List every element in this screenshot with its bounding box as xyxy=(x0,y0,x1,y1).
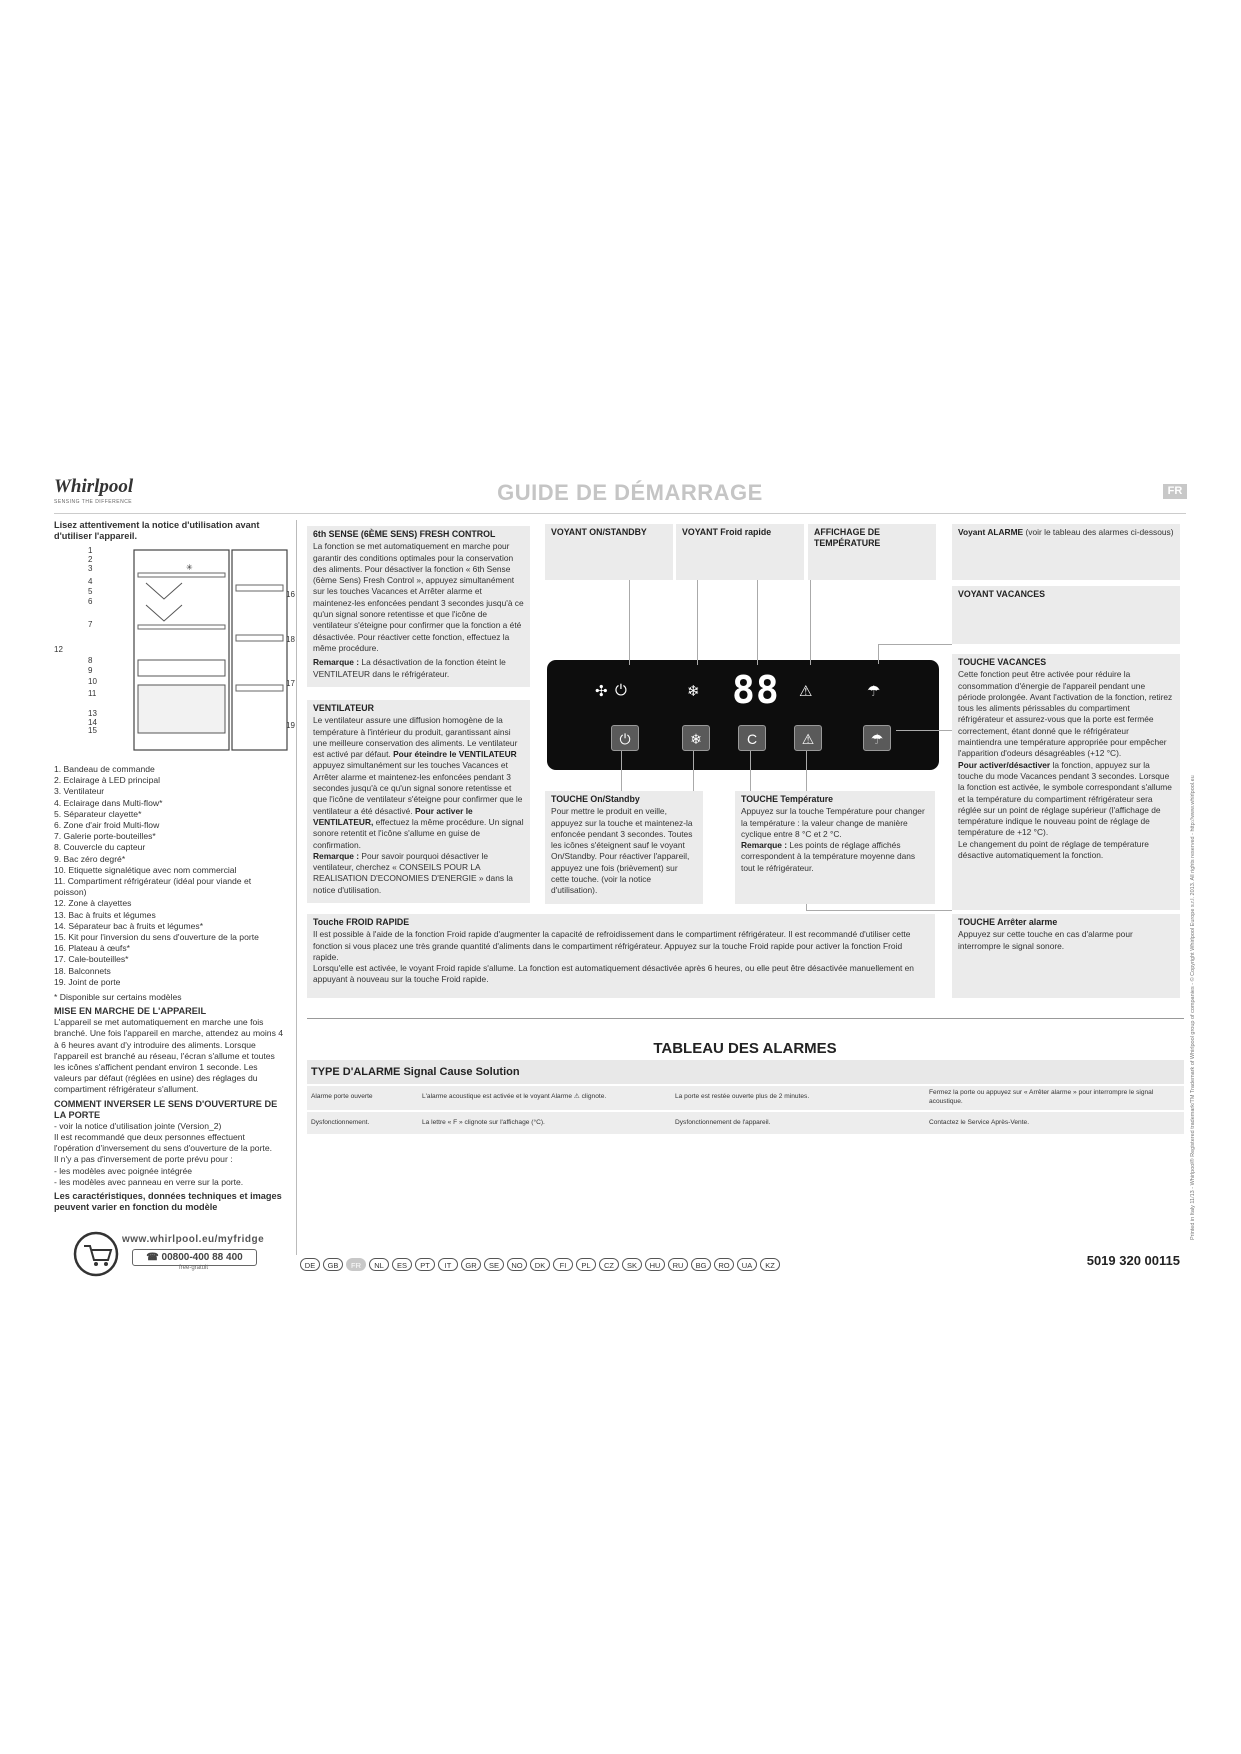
leader-line xyxy=(621,751,622,791)
language-option[interactable]: GB xyxy=(323,1258,343,1271)
callout-number: 13 xyxy=(88,709,97,718)
callout-number: 9 xyxy=(88,666,93,675)
stop-alarm-box xyxy=(952,914,1180,998)
sense-text: La fonction se met automatiquement en marche pour garantir des conditions optimales pour la conservation des aliments. Pour désactiver la fonction « 6th Sense (6ème Sens) Fresh Control », appuyez simultanément sur les touches Vacances et Arrêter alarme et maintenez-les enfoncées pendant 3 secondes jusqu'à ce qu'un signal sonore retentisse et que l'icône de ventilateur s'éteigne pour confirmer que la fonction a été désactivée. Pour réactiver cette fonction, effectuez la même procédure. xyxy=(313,541,524,653)
list-item: Il n'y a pas d'inversement de porte prévu pour : xyxy=(54,1154,233,1165)
fan-symbol: ✳ xyxy=(186,563,193,572)
language-list xyxy=(300,1258,783,1271)
onstandby-button-box xyxy=(545,791,703,904)
left-column-text xyxy=(54,764,284,1213)
fan-icon: ✣ xyxy=(595,683,608,700)
language-option[interactable]: KZ xyxy=(760,1258,780,1271)
list-item: - voir la notice d'utilisation jointe (Version_2) xyxy=(54,1120,222,1131)
brand-logo: Whirlpool xyxy=(54,476,134,497)
callout-number: 19 xyxy=(286,721,295,730)
language-option[interactable]: DE xyxy=(300,1258,320,1271)
intro-text: Lisez attentivement la notice d'utilisation avant d'utiliser l'appareil. xyxy=(54,520,260,541)
quick-cool-button[interactable] xyxy=(682,725,710,751)
vacation-led-box xyxy=(952,586,1180,644)
left-column xyxy=(54,520,284,542)
bottle-rack xyxy=(146,583,182,621)
callout-number: 15 xyxy=(88,726,97,735)
leader-line xyxy=(757,580,758,665)
thermometer-icon: C xyxy=(746,731,758,747)
shelf-1 xyxy=(138,573,225,577)
onstandby-led-box xyxy=(545,524,673,580)
fan-text-3: effectuez la même procédure. Un signal sonore retentit et l'icône s'allume en guise de confirmation. xyxy=(313,816,524,850)
section-divider xyxy=(307,1018,1184,1019)
language-option[interactable]: BG xyxy=(691,1258,711,1271)
vacation-button-box xyxy=(952,654,1180,910)
quickcool-text-2: Lorsqu'elle est activée, le voyant Froid rapide s'allume. La fonction est automatiquement désactivée après 6 heures, ou elle peut être désactivée manuellement en appuyant à nouveau sur la touche Froid rapide. xyxy=(313,963,914,985)
list-item: - les modèles avec panneau en verre sur la porte. xyxy=(54,1176,244,1187)
door-balcony-1 xyxy=(236,585,283,591)
alarm-table-title: TABLEAU DES ALARMES xyxy=(653,1040,837,1057)
power-icon: ⏻ xyxy=(619,731,631,747)
leader-line xyxy=(750,751,751,791)
temperature-digits: 88 xyxy=(732,668,780,712)
table-cell: Fermez la porte ou appuyez sur « Arrêter alarme » pour interrompre le signal acoustique. xyxy=(929,1089,1154,1105)
onstandby-button-text: Pour mettre le produit en veille, appuyez sur la touche et maintenez-la enfoncée pendant 3 secondes. Toutes les icônes s'éteignent sauf le voyant On/Standby. Pour réactiver l'appareil, appuyez une fois (brièvement) sur cette touche. (voir la notice d'utilisation). xyxy=(551,806,693,896)
list-item: 9. Bac zéro degré* xyxy=(54,853,126,864)
language-option[interactable]: CZ xyxy=(599,1258,619,1271)
sense-box xyxy=(307,526,530,687)
parts-list xyxy=(54,764,284,988)
language-option[interactable]: PT xyxy=(415,1258,435,1271)
callout-number: 10 xyxy=(88,677,97,686)
fan-title: VENTILATEUR xyxy=(313,703,374,713)
callout-number: 18 xyxy=(286,635,295,644)
language-option[interactable]: PL xyxy=(576,1258,596,1271)
zero-degree-drawer xyxy=(138,660,225,676)
language-option[interactable]: NO xyxy=(507,1258,527,1271)
list-item: 19. Joint de porte xyxy=(54,976,121,987)
language-option[interactable]: SK xyxy=(622,1258,642,1271)
list-item: 10. Etiquette signalétique avec nom commercial xyxy=(54,864,237,875)
language-option[interactable]: FI xyxy=(553,1258,573,1271)
vacation-button-text-2: la fonction, appuyez sur la touche du mode Vacances pendant 3 secondes. Lorsque la fonction est activée, le symbole correspondant s'allume et la température du compartiment réfrigérateur sera réglée sur un point de réglage supérieur (l'affichage de température indique le nouveau point de réglage de température de +12 °C). xyxy=(958,759,1172,838)
startup-text: L'appareil se met automatiquement en marche une fois branché. Une fois l'appareil en marche, attendez au moins 4 à 6 heures avant d'y introduire des aliments. Lorsque l'appareil est branché au réseau, l'écran s'allume et toutes les icônes s'affichent pendant environ 1 seconde. Les valeurs par défaut (réglées en usine) des réglages du compartiment réfrigérateur s'allument. xyxy=(54,1017,284,1095)
column-divider xyxy=(296,520,297,1255)
temperature-button-text: Appuyez sur la touche Température pour changer la température : la valeur change de manière cyclique entre 8 °C et 2 °C. xyxy=(741,806,925,839)
alarm-led-icon: ⚠ xyxy=(799,683,813,700)
power-led-icon: ⏻ xyxy=(615,682,627,699)
fan-box xyxy=(307,700,530,903)
fan-note: Pour savoir pourquoi désactiver le ventilateur, cherchez « CONSEILS POUR LA REALISATION D'ECONOMIES D'ENERGIE » dans la notice d'utilisation. xyxy=(313,850,513,895)
leader-line xyxy=(629,580,630,665)
list-item: 14. Séparateur bac à fruits et légumes* xyxy=(54,920,204,931)
alarm-led-box xyxy=(952,524,1180,580)
list-item: 6. Zone d'air froid Multi-flow xyxy=(54,820,160,831)
free-label: free-gratuit xyxy=(178,1265,208,1271)
table-row xyxy=(307,1112,1184,1134)
door-balcony-3 xyxy=(236,685,283,691)
sense-title: 6th SENSE (6ÈME SENS) FRESH CONTROL xyxy=(313,529,496,539)
vacation-icon: ☂ xyxy=(870,731,884,747)
onstandby-led-title: VOYANT ON/STANDBY xyxy=(551,527,647,537)
language-option[interactable]: DK xyxy=(530,1258,550,1271)
callout-number: 17 xyxy=(286,679,295,688)
callout-number: 12 xyxy=(54,645,63,654)
sense-note-label: Remarque : xyxy=(313,657,360,668)
list-item: 18. Balconnets xyxy=(54,965,111,976)
leader-line xyxy=(806,910,952,911)
sense-note: La désactivation de la fonction éteint le VENTILATEUR dans le réfrigérateur. xyxy=(313,657,506,679)
alarm-led-text: (voir le tableau des alarmes ci-dessous) xyxy=(1025,527,1174,537)
leader-line xyxy=(896,730,952,731)
fridge-door xyxy=(232,550,287,750)
quickcool-led-icon: ❄ xyxy=(687,683,700,700)
callout-number: 16 xyxy=(286,590,295,599)
table-cell: Contactez le Service Après-Vente. xyxy=(929,1119,1030,1126)
language-option[interactable]: SE xyxy=(484,1258,504,1271)
closing-note: Les caractéristiques, données techniques et images peuvent varier en fonction du modèle xyxy=(54,1190,282,1212)
crisper-drawer xyxy=(138,685,225,733)
list-item: 12. Zone à clayettes xyxy=(54,898,132,909)
list-item: 5. Séparateur clayette* xyxy=(54,808,142,819)
document-code: 5019 320 00115 xyxy=(1086,1253,1180,1268)
language-option[interactable]: NL xyxy=(369,1258,389,1271)
language-option[interactable]: ES xyxy=(392,1258,412,1271)
fridge-diagram xyxy=(54,545,294,765)
alarm-icon: ⚠ xyxy=(801,731,815,747)
temperature-note: Les points de réglage affichés correspondent à la température moyenne dans tout le réfrigérateur. xyxy=(741,840,916,873)
callout-number: 11 xyxy=(88,689,97,698)
fan-bold-2: Pour activer le VENTILATEUR, xyxy=(313,805,473,827)
language-option[interactable]: UA xyxy=(737,1258,757,1271)
onstandby-button-title: TOUCHE On/Standby xyxy=(551,794,640,804)
list-item: Il est recommandé que deux personnes effectuent l'opération d'inversement du sens d'ouverture de la porte. xyxy=(54,1131,272,1154)
brand-tagline: SENSING THE DIFFERENCE xyxy=(54,499,133,505)
list-item: 1. Bandeau de commande xyxy=(54,764,155,774)
table-row xyxy=(307,1086,1184,1110)
vacation-button-text: Cette fonction peut être activée pour réduire la consommation d'énergie de l'appareil pendant une période prolongée. Avant l'activation de la fonction, retirez tous les aliments périssables du compartiment réfrigérateur et assurez-vous que la porte est fermée correctement, étant donné que le réfrigérateur maintiendra une température appropriée pour empêcher l'apparition d'odeurs désagréables (+12 °C). xyxy=(958,669,1173,759)
list-item: 4. Eclairage dans Multi-flow* xyxy=(54,797,163,808)
callout-number: 14 xyxy=(88,718,97,727)
callout-number: 7 xyxy=(88,620,93,629)
callout-number: 3 xyxy=(88,564,93,573)
alarm-table-header: TYPE D'ALARME Signal Cause Solution xyxy=(307,1060,1184,1084)
table-cell: Dysfonctionnement de l'appareil. xyxy=(675,1119,771,1126)
list-item: 11. Compartiment réfrigérateur (idéal pour viande et poisson) xyxy=(54,876,252,898)
header-divider xyxy=(54,513,1186,514)
startup-heading: MISE EN MARCHE DE L'APPAREIL xyxy=(54,1006,207,1017)
list-item: 13. Bac à fruits et légumes xyxy=(54,909,156,920)
vacation-button[interactable] xyxy=(863,725,891,751)
list-item: 7. Galerie porte-bouteilles* xyxy=(54,831,156,842)
list-item: 17. Cale-bouteilles* xyxy=(54,954,129,965)
list-item: 15. Kit pour l'inversion du sens d'ouverture de la porte xyxy=(54,932,259,943)
language-option[interactable]: RO xyxy=(714,1258,734,1271)
on-standby-button[interactable] xyxy=(611,725,639,751)
leader-line xyxy=(878,644,879,664)
language-option[interactable]: GR xyxy=(461,1258,481,1271)
legal-vertical-text: Printed in Italy 11/13 - Whirlpool® Registered trademark/TM Trademark of Whirlpool group of companies - © Copyright Whirlpool Europe s.r.l. 2013. All rights reserved - http://www.whirlpool.eu xyxy=(1190,775,1196,1240)
temperature-display-title: AFFICHAGE DE TEMPÉRATURE xyxy=(814,527,881,549)
alarm-led-title: Voyant ALARME xyxy=(958,527,1024,537)
list-item: 2. Eclairage à LED principal xyxy=(54,775,161,786)
website-link[interactable]: www.whirlpool.eu/myfridge xyxy=(122,1234,265,1245)
list-item: 16. Plateau à œufs* xyxy=(54,943,130,954)
temperature-display-box xyxy=(808,524,936,580)
quickcool-led-box xyxy=(676,524,804,580)
table-cell: La lettre « F » clignote sur l'affichage (°C). xyxy=(422,1119,545,1126)
table-cell: L'alarme acoustique est activée et le voyant Alarme ⚠ clignote. xyxy=(422,1093,607,1100)
vacation-button-title: TOUCHE VACANCES xyxy=(958,657,1047,667)
stop-alarm-button[interactable] xyxy=(794,725,822,751)
door-balcony-2 xyxy=(236,635,283,641)
stop-alarm-title: TOUCHE Arrêter alarme xyxy=(958,917,1058,927)
vacation-led-title: VOYANT VACANCES xyxy=(958,589,1046,599)
vacation-button-bold: Pour activer/désactiver xyxy=(958,759,1051,770)
language-option[interactable]: FR xyxy=(346,1258,366,1271)
language-badge: FR xyxy=(1163,484,1187,499)
table-cell: Dysfonctionnement. xyxy=(311,1119,370,1126)
quickcool-led-title: VOYANT Froid rapide xyxy=(682,527,772,537)
temperature-button-title: TOUCHE Température xyxy=(741,794,834,804)
fan-bold-1: Pour éteindre le VENTILATEUR xyxy=(393,749,517,760)
fan-text-1: Le ventilateur assure une diffusion homogène de la température à l'intérieur du produit, garantissant ainsi une meilleure conservation des aliments. Le ventilateur est activé par défaut. xyxy=(313,715,518,760)
door-reversal-text xyxy=(54,1121,284,1188)
temperature-note-label: Remarque : xyxy=(741,840,788,851)
list-item: - les modèles avec poignée intégrée xyxy=(54,1165,193,1176)
quickcool-text-1: Il est possible à l'aide de la fonction Froid rapide d'augmenter la capacité de refroidissement dans le compartiment réfrigérateur. Il est recommandé d'utiliser cette fonction si vous placez une très grande quantité d'aliments dans le compartiment réfrigérateur. Appuyez sur la touche Froid rapide pour activer la fonction Froid rapide. xyxy=(313,929,911,962)
phone-number: ☎ 00800-400 88 400 xyxy=(132,1249,257,1266)
leader-line xyxy=(878,644,952,645)
cart-icon xyxy=(72,1230,122,1278)
fan-note-label: Remarque : xyxy=(313,850,360,861)
page-title: GUIDE DE DÉMARRAGE xyxy=(497,480,763,505)
callout-number: 4 xyxy=(88,577,93,586)
quickcool-icon: ❄ xyxy=(690,731,702,747)
language-option[interactable]: RU xyxy=(668,1258,688,1271)
table-cell: La porte est restée ouverte plus de 2 minutes. xyxy=(675,1093,810,1100)
door-reversal-heading: COMMENT INVERSER LE SENS D'OUVERTURE DE LA PORTE xyxy=(54,1098,278,1120)
table-cell: Alarme porte ouverte xyxy=(311,1093,373,1100)
language-option[interactable]: IT xyxy=(438,1258,458,1271)
callout-number: 2 xyxy=(88,555,93,564)
callout-number: 8 xyxy=(88,656,93,665)
shelf-2 xyxy=(138,625,225,629)
list-item: 3. Ventilateur xyxy=(54,786,105,797)
vacation-led-icon: ☂ xyxy=(867,683,881,700)
callout-number: 5 xyxy=(88,587,93,596)
stop-alarm-text: Appuyez sur cette touche en cas d'alarme pour interrompre le signal sonore. xyxy=(958,929,1133,951)
quickcool-box xyxy=(307,914,935,998)
control-panel xyxy=(547,660,939,770)
fan-text-2: appuyez simultanément sur les touches Vacances et Arrêter alarme et maintenez-les enfoncées pendant 3 secondes jusqu'à ce qu'un signal sonore retentisse et que l'icône de ventilateur s'éteigne pour confirmer que le ventilateur a été désactivé. xyxy=(313,760,523,816)
leader-line xyxy=(697,580,698,665)
callout-number: 1 xyxy=(88,546,93,555)
leader-line xyxy=(810,580,811,665)
list-item: 8. Couvercle du capteur xyxy=(54,842,146,853)
parts-footnote: * Disponible sur certains modèles xyxy=(54,992,182,1003)
quickcool-title: Touche FROID RAPIDE xyxy=(313,917,410,927)
temperature-button[interactable] xyxy=(738,725,766,751)
language-option[interactable]: HU xyxy=(645,1258,665,1271)
callout-number: 6 xyxy=(88,597,93,606)
vacation-button-text-3: Le changement du point de réglage de température désactive automatiquement la fonction. xyxy=(958,838,1149,861)
temperature-button-box xyxy=(735,791,935,904)
